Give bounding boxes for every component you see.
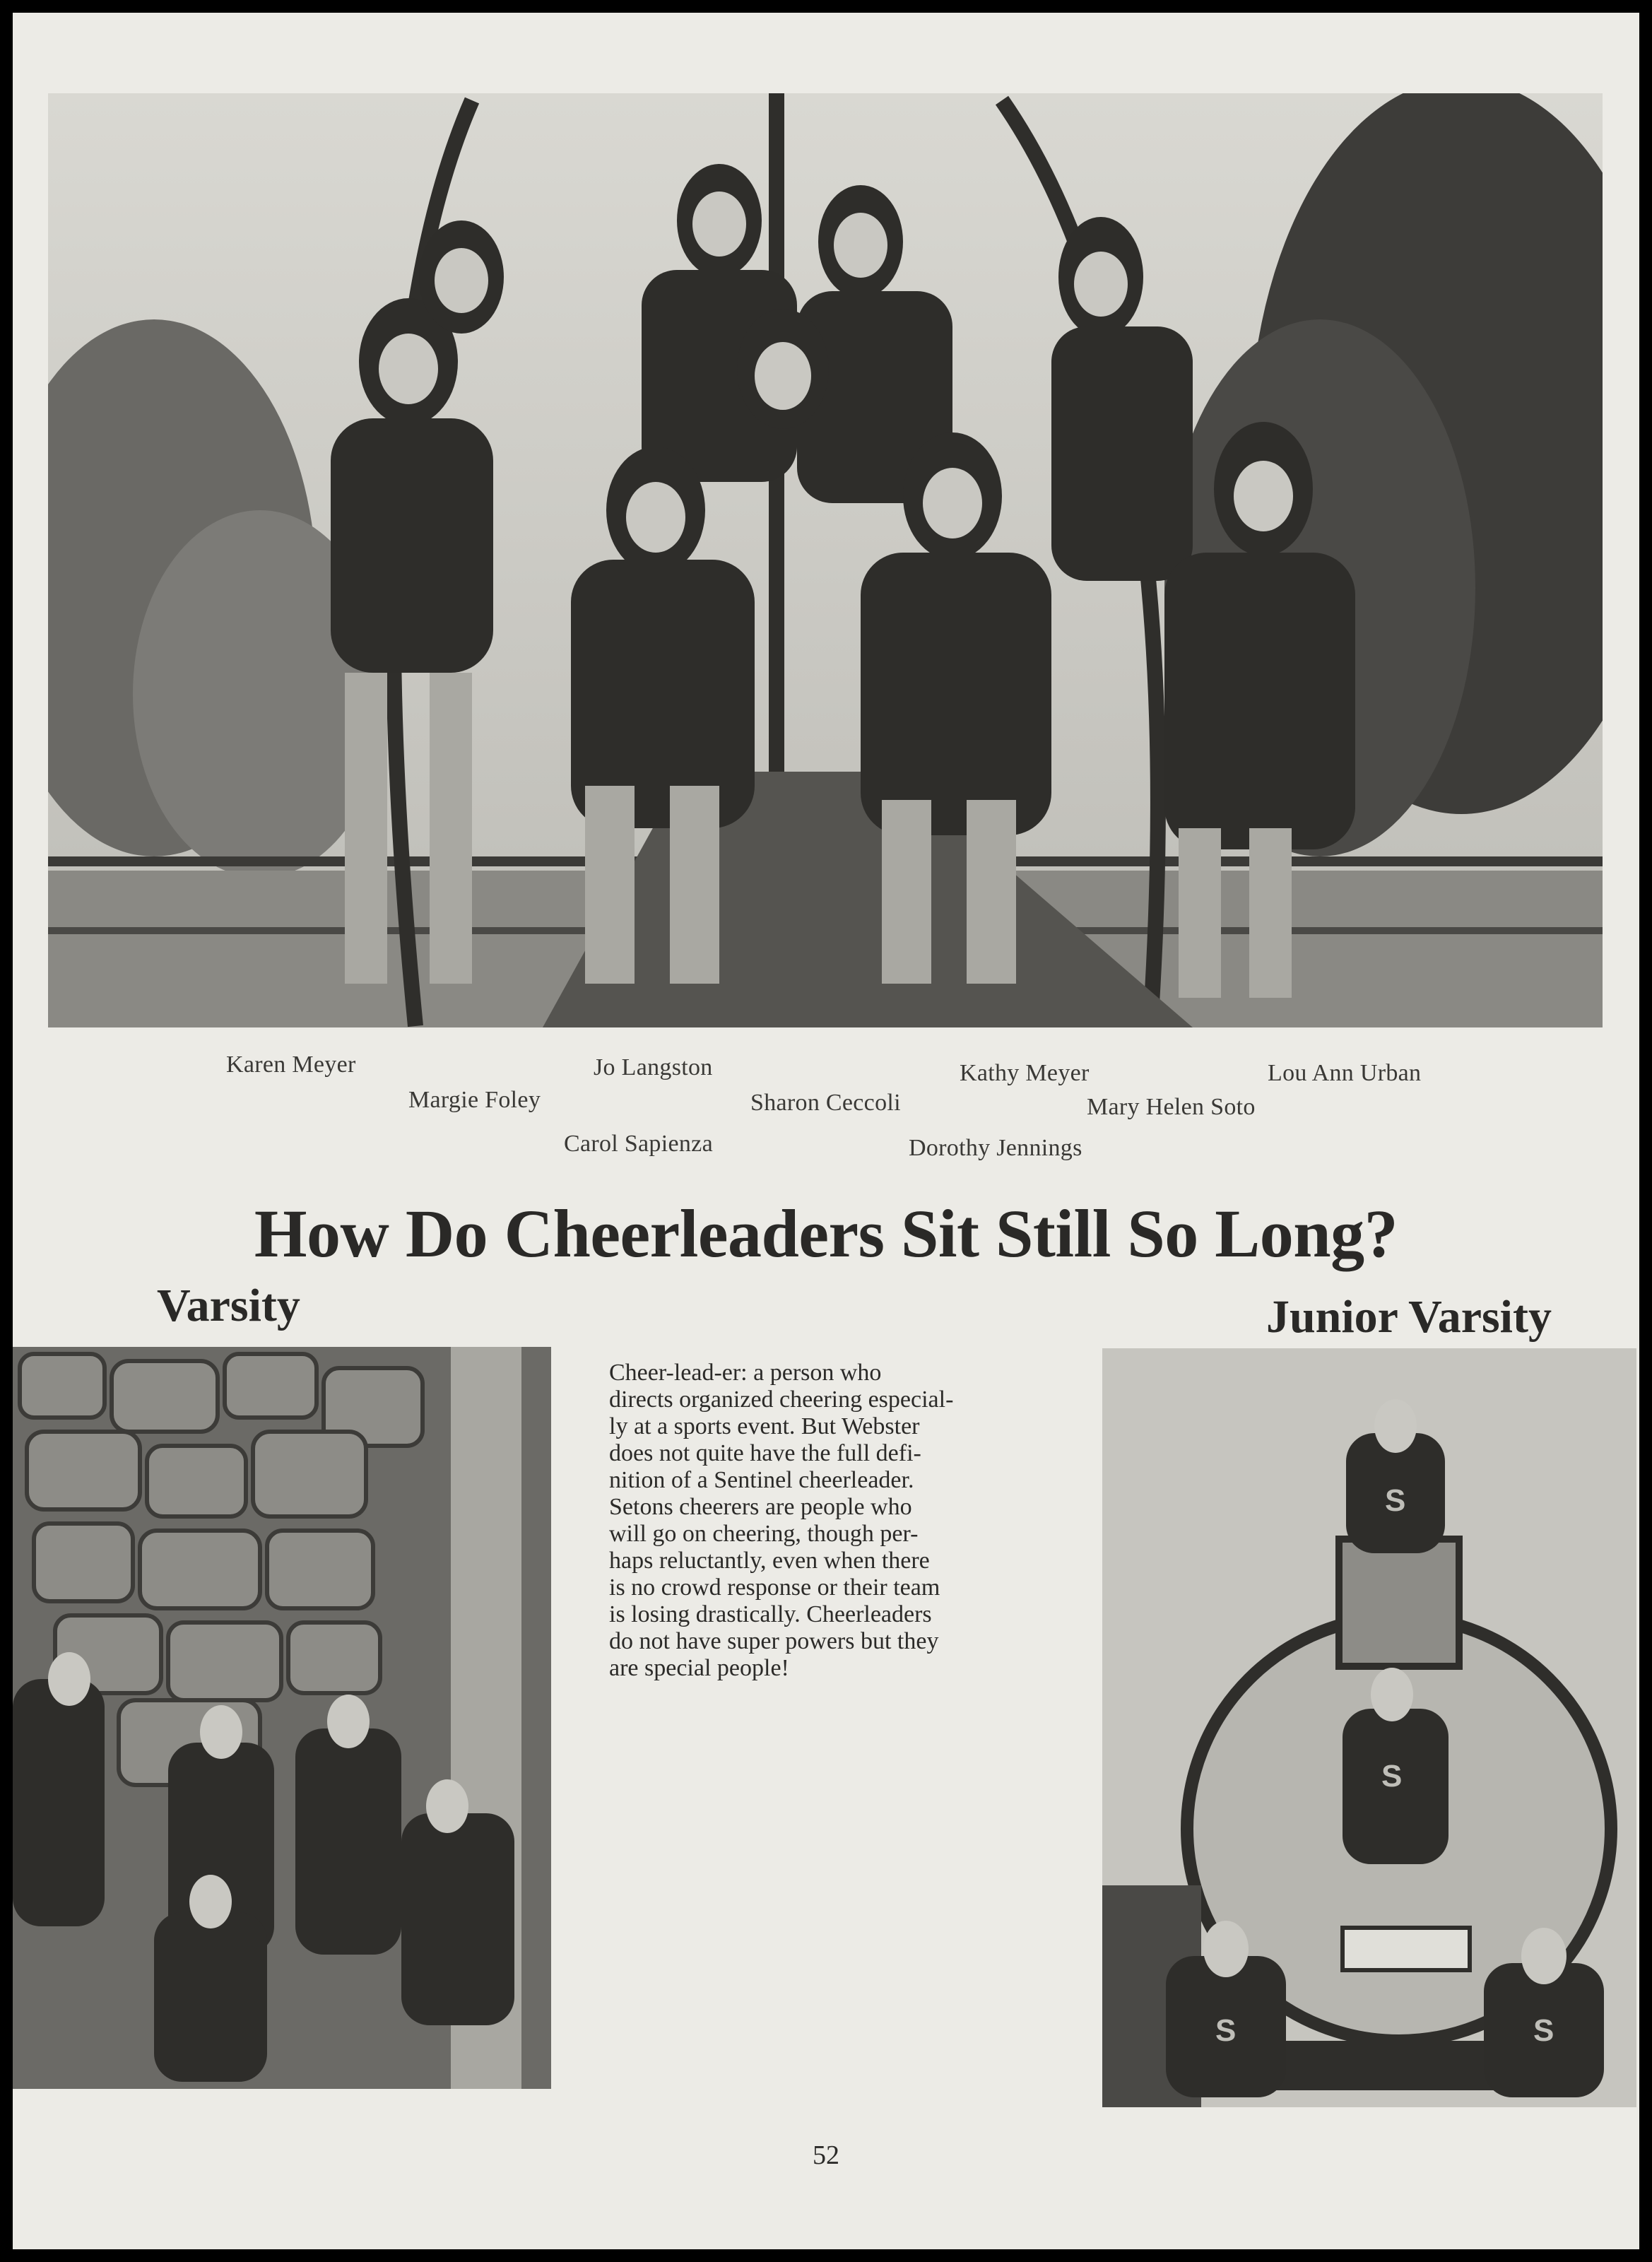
yearbook-page [13,13,1639,2249]
body-line: does not quite have the full defi- [609,1440,921,1466]
svg-text:S: S [1215,2013,1237,2048]
svg-text:S: S [1381,1759,1403,1793]
body-line: Cheer-lead-er: a person who [609,1360,882,1386]
caption-lou-ann-urban: Lou Ann Urban [1268,1060,1422,1086]
body-line: ly at a sports event. But Webster [609,1413,920,1439]
junior-varsity-heading: Junior Varsity [1265,1291,1552,1343]
varsity-group-photo [48,93,1603,1027]
caption-kathy-meyer: Kathy Meyer [960,1060,1090,1086]
body-line: haps reluctantly, even when there [609,1548,930,1574]
body-line: is no crowd response or their team [609,1574,940,1601]
body-line: do not have super powers but they [609,1628,939,1654]
page-number: 52 [813,2140,839,2170]
body-line: nition of a Sentinel cheerleader. [609,1467,914,1493]
body-line: directs organized cheering especial- [609,1386,954,1413]
varsity-heading: Varsity [157,1280,300,1331]
caption-karen-meyer: Karen Meyer [226,1052,356,1078]
body-line: are special people! [609,1655,789,1681]
caption-jo-langston: Jo Langston [594,1054,713,1080]
svg-text:S: S [1533,2013,1554,2048]
varsity-rock-wall-photo [13,1347,551,2089]
junior-varsity-train-photo [1102,1348,1636,2107]
svg-text:S: S [1385,1483,1406,1518]
caption-sharon-ceccoli: Sharon Ceccoli [750,1090,901,1116]
article-body [609,1360,1075,1682]
caption-carol-sapienza: Carol Sapienza [564,1131,713,1157]
caption-mary-helen-soto: Mary Helen Soto [1087,1094,1256,1120]
caption-dorothy-jennings: Dorothy Jennings [909,1135,1082,1161]
body-line: Setons cheerers are people who [609,1494,912,1520]
caption-margie-foley: Margie Foley [408,1087,541,1113]
body-line: is losing drastically. Cheerleaders [609,1601,932,1627]
body-line: will go on cheering, though per- [609,1521,919,1547]
page-headline: How Do Cheerleaders Sit Still So Long? [254,1196,1398,1271]
